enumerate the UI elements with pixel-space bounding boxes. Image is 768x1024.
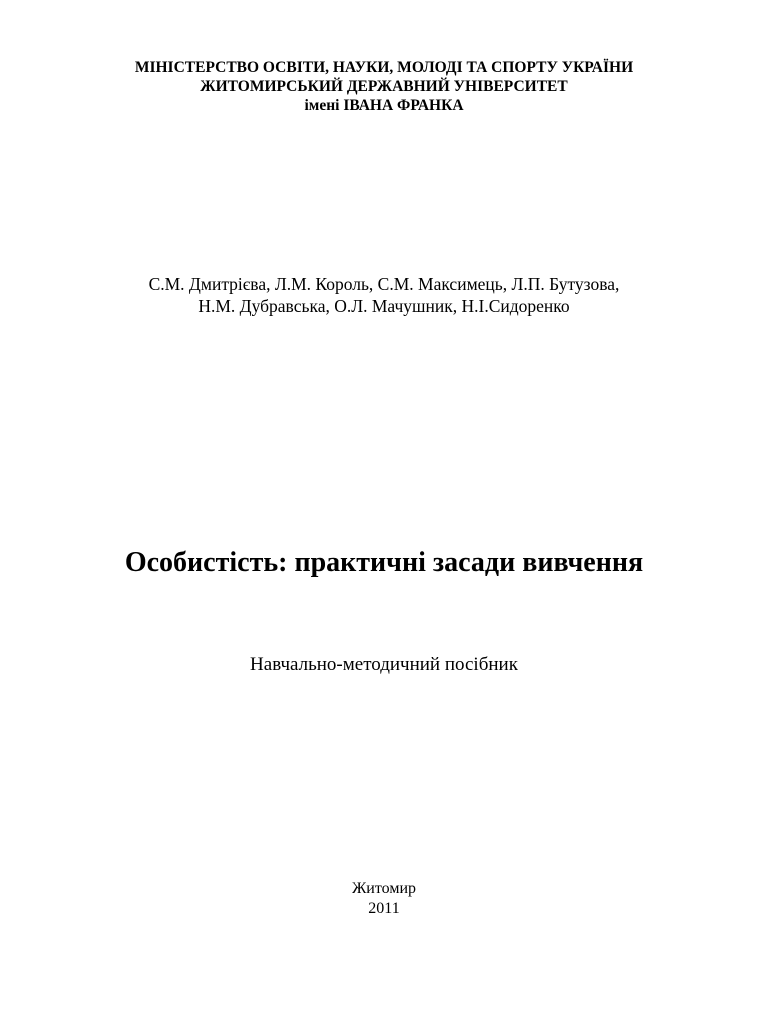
ministry-name: МІНІСТЕРСТВО ОСВІТИ, НАУКИ, МОЛОДІ ТА СПОРТУ УКРАЇНИ: [134, 59, 634, 76]
imprint: [0, 879, 768, 919]
imprint-city: Житомир: [351, 880, 417, 897]
imprint-year: 2011: [368, 900, 400, 917]
authors-line: Н.М. Дубравська, О.Л. Мачушник, Н.І.Сидоренко: [198, 296, 570, 316]
institution-header: [0, 58, 768, 115]
authors-list: [0, 273, 768, 317]
university-name: ЖИТОМИРСЬКИЙ ДЕРЖАВНИЙ УНІВЕРСИТЕТ: [200, 78, 568, 95]
document-title: Особистість: практичні засади вивчення: [124, 547, 644, 578]
document-type: Навчально-методичний посібник: [250, 654, 518, 675]
university-namesake: імені ІВАНА ФРАНКА: [304, 97, 464, 114]
authors-line: С.М. Дмитрієва, Л.М. Король, С.М. Максимець, Л.П. Бутузова,: [148, 274, 620, 294]
